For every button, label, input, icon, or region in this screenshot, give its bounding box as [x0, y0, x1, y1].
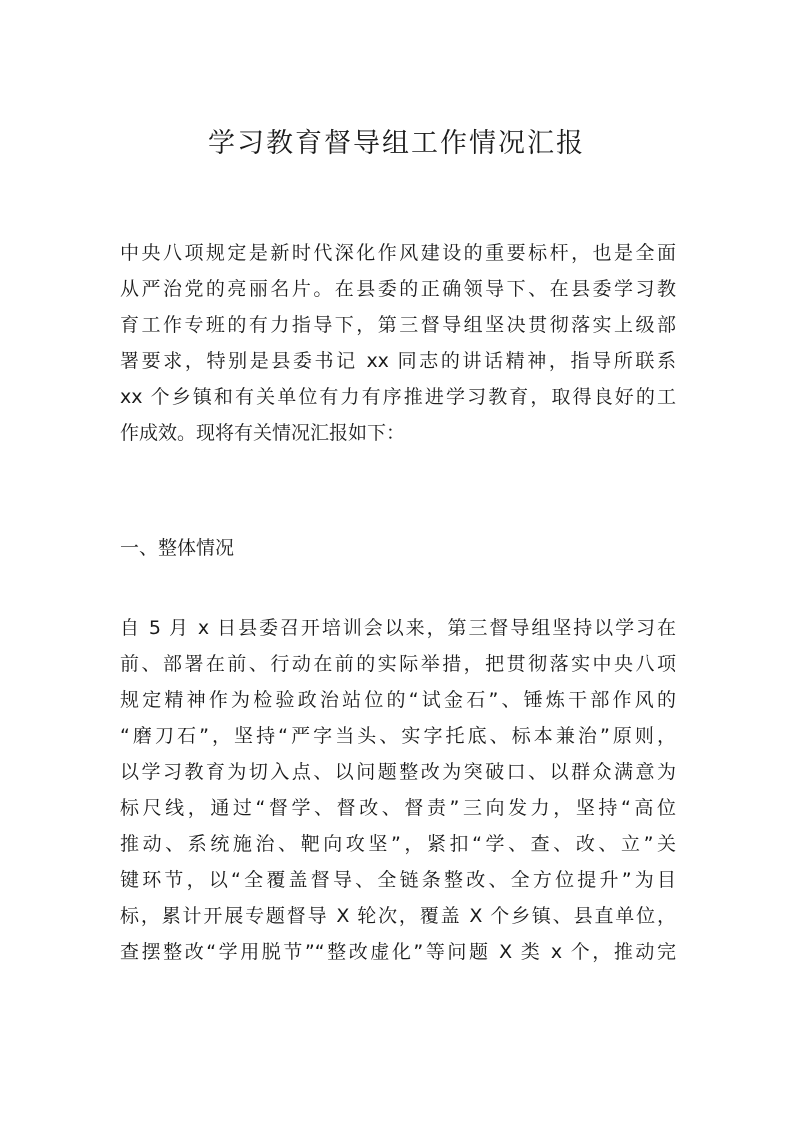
paragraph-line: 自 5 月 x 日县委召开培训会以来，第三督导组坚持以学习在 [120, 617, 676, 639]
paragraph-line: 作成效。现将有关情况汇报如下： [120, 422, 406, 444]
paragraph-line: xx 个乡镇和有关单位有力有序推进学习教育，取得良好的工 [120, 386, 676, 408]
paragraph-line: 查摆整改“学用脱节”“整改虚化”等问题 X 类 x 个，推动完 [120, 941, 676, 963]
paragraph-line: 推动、系统施治、靶向攻坚”，紧扣“学、查、改、立”关 [120, 833, 676, 855]
section-heading-text: 一、整体情况 [120, 537, 235, 559]
section-heading [120, 534, 676, 570]
paragraph-line: 键环节，以“全覆盖督导、全链条整改、全方位提升”为目 [120, 869, 676, 891]
paragraph-line: 中央八项规定是新时代深化作风建设的重要标杆，也是全面 [120, 242, 676, 264]
paragraph-line: 标，累计开展专题督导 X 轮次，覆盖 X 个乡镇、县直单位， [120, 905, 676, 927]
paragraph-line: 标尺线，通过“督学、督改、督责”三向发力，坚持“高位 [120, 797, 676, 819]
paragraph-line: 署要求，特别是县委书记 xx 同志的讲话精神，指导所联系 [120, 350, 676, 372]
paragraph-line: 前、部署在前、行动在前的实际举措，把贯彻落实中央八项 [120, 653, 676, 675]
overview-paragraph [120, 614, 676, 974]
document-title: 学习教育督导组工作情况汇报 [208, 128, 585, 159]
paragraph-line: 以学习教育为切入点、以问题整改为突破口、以群众满意为 [120, 761, 676, 783]
paragraph-line: 从严治党的亮丽名片。在县委的正确领导下、在县委学习教 [120, 278, 676, 300]
paragraph-line: “磨刀石”，坚持“严字当头、实字托底、标本兼治”原则， [120, 725, 676, 747]
intro-paragraph [120, 239, 676, 455]
paragraph-line: 育工作专班的有力指导下，第三督导组坚决贯彻落实上级部 [120, 314, 676, 336]
paragraph-line: 规定精神作为检验政治站位的“试金石”、锤炼干部作风的 [120, 689, 676, 711]
